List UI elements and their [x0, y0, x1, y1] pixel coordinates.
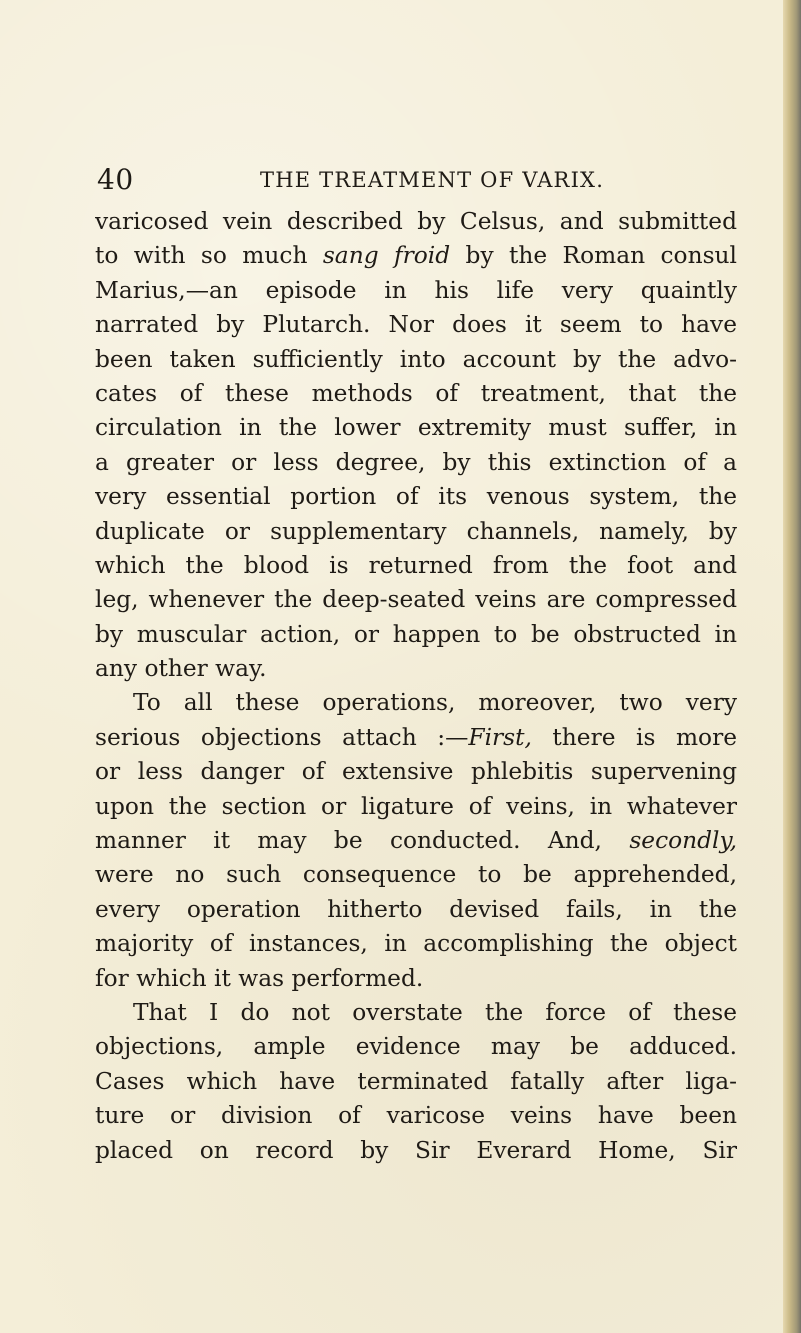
italic-first: First, — [468, 723, 532, 751]
text-line-18: upon the section or ligature of veins, in whatever — [95, 792, 737, 820]
text-line-25: objections, ample evidence may be adduced. — [95, 1033, 737, 1061]
text-line-16-start: serious objections attach :— — [95, 723, 469, 751]
text-line-4: narrated by Plutarch. Nor does it seem to have — [95, 311, 737, 339]
text-line-2-end: by the Roman consul — [450, 242, 737, 270]
text-line-16 — [95, 721, 737, 755]
italic-secondly: secondly, — [629, 827, 737, 855]
text-line-17: or less danger of extensive phlebitis supervening — [95, 758, 737, 786]
italic-sang-froid: sang froid — [322, 242, 451, 270]
text-line-23: for which it was performed. — [95, 964, 424, 992]
text-line-22: majority of instances, in accomplishing the object — [95, 930, 737, 958]
page-edge — [783, 0, 801, 1333]
text-line-24: That I do not overstate the force of these — [133, 998, 737, 1026]
text-line-5: been taken sufficiently into account by the advo- — [95, 345, 737, 373]
text-line-11: which the blood is returned from the foot and — [95, 551, 737, 579]
text-line-2-start: to with so much — [95, 242, 323, 270]
text-line-19-start: manner it may be conducted. And, — [95, 827, 630, 855]
text-line-8: a greater or less degree, by this extinction of a — [95, 448, 737, 476]
text-line-1: varicosed vein described by Celsus, and submitted — [95, 208, 737, 235]
text-line-26: Cases which have terminated fatally after liga- — [95, 1067, 737, 1095]
text-line-14: any other way. — [95, 655, 267, 683]
text-line-6: cates of these methods of treatment, that the — [95, 379, 737, 407]
text-line-12: leg, whenever the deep-seated veins are compressed — [95, 586, 737, 614]
text-line-7: circulation in the lower extremity must suffer, in — [95, 414, 737, 442]
text-line-9: very essential portion of its venous system, the — [95, 483, 737, 511]
page-number: 40 — [97, 163, 134, 196]
running-head: THE TREATMENT OF VARIX. — [260, 168, 605, 192]
page-header — [95, 162, 733, 198]
text-line-28: placed on record by Sir Everard Home, Sir — [95, 1136, 737, 1164]
body-text — [95, 205, 737, 1168]
text-line-3: Marius,—an episode in his life very quaintly — [95, 276, 737, 304]
text-line-27: ture or division of varicose veins have been — [95, 1102, 737, 1130]
text-line-13: by muscular action, or happen to be obstructed in — [95, 620, 737, 648]
text-line-2 — [95, 239, 737, 273]
text-line-19 — [95, 824, 737, 858]
text-line-21: every operation hitherto devised fails, in the — [95, 895, 737, 923]
text-line-20: were no such consequence to be apprehended, — [95, 861, 737, 889]
text-line-15: To all these operations, moreover, two very — [133, 689, 737, 717]
text-line-10: duplicate or supplementary channels, namely, by — [95, 517, 737, 545]
text-line-16-end: there is more — [531, 723, 737, 751]
